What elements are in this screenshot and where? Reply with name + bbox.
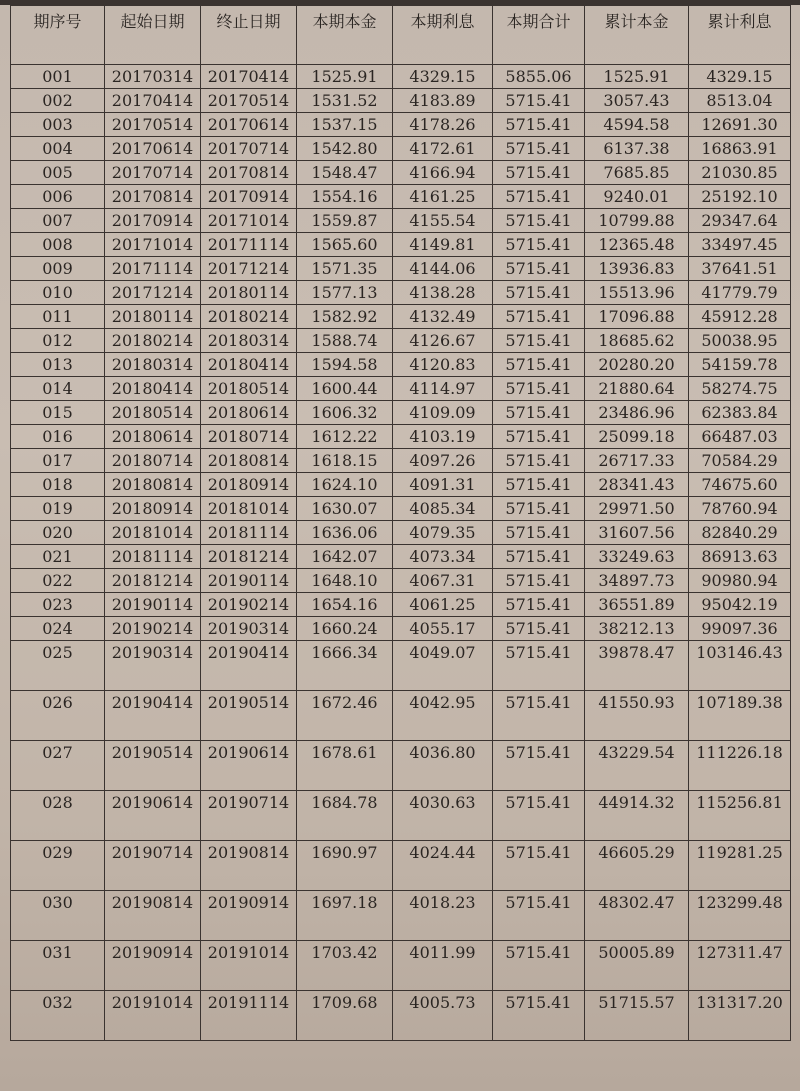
cell-cumulative-principal: 12365.48	[585, 233, 689, 257]
header-start-date: 起始日期	[105, 6, 201, 65]
cell-period-interest: 4126.67	[393, 329, 493, 353]
header-period-interest: 本期利息	[393, 6, 493, 65]
cell-period-interest: 4149.81	[393, 233, 493, 257]
cell-end-date: 20171114	[201, 233, 297, 257]
cell-cumulative-principal: 6137.38	[585, 137, 689, 161]
cell-start-date: 20180814	[105, 473, 201, 497]
cell-start-date: 20181014	[105, 521, 201, 545]
table-row	[11, 209, 791, 233]
cell-end-date: 20181214	[201, 545, 297, 569]
cell-end-date: 20170514	[201, 89, 297, 113]
table-row	[11, 401, 791, 425]
cell-end-date: 20180414	[201, 353, 297, 377]
cell-period-no: 023	[11, 593, 105, 617]
cell-end-date: 20190614	[201, 741, 297, 791]
table-row	[11, 89, 791, 113]
table-row	[11, 161, 791, 185]
cell-period-interest: 4091.31	[393, 473, 493, 497]
cell-period-no: 021	[11, 545, 105, 569]
cell-period-total: 5715.41	[493, 353, 585, 377]
cell-period-principal: 1600.44	[297, 377, 393, 401]
cell-period-principal: 1531.52	[297, 89, 393, 113]
cell-period-interest: 4114.97	[393, 377, 493, 401]
cell-period-total: 5715.41	[493, 791, 585, 841]
cell-period-total: 5715.41	[493, 841, 585, 891]
cell-period-interest: 4097.26	[393, 449, 493, 473]
cell-period-principal: 1537.15	[297, 113, 393, 137]
table-row	[11, 65, 791, 89]
cell-period-no: 026	[11, 691, 105, 741]
cell-period-principal: 1582.92	[297, 305, 393, 329]
table-row	[11, 185, 791, 209]
table-row	[11, 233, 791, 257]
cell-period-principal: 1654.16	[297, 593, 393, 617]
cell-period-interest: 4073.34	[393, 545, 493, 569]
cell-period-principal: 1624.10	[297, 473, 393, 497]
cell-period-interest: 4144.06	[393, 257, 493, 281]
cell-start-date: 20190714	[105, 841, 201, 891]
cell-period-total: 5715.41	[493, 593, 585, 617]
cell-start-date: 20170414	[105, 89, 201, 113]
cell-end-date: 20190414	[201, 641, 297, 691]
cell-period-total: 5715.41	[493, 641, 585, 691]
cell-start-date: 20181114	[105, 545, 201, 569]
cell-end-date: 20181114	[201, 521, 297, 545]
table-row	[11, 991, 791, 1041]
cell-period-principal: 1588.74	[297, 329, 393, 353]
cell-cumulative-principal: 43229.54	[585, 741, 689, 791]
cell-end-date: 20180914	[201, 473, 297, 497]
cell-period-no: 004	[11, 137, 105, 161]
cell-end-date: 20171214	[201, 257, 297, 281]
cell-period-principal: 1559.87	[297, 209, 393, 233]
cell-start-date: 20190914	[105, 941, 201, 991]
header-period-total: 本期合计	[493, 6, 585, 65]
cell-cumulative-interest: 16863.91	[689, 137, 791, 161]
cell-start-date: 20171014	[105, 233, 201, 257]
cell-period-total: 5715.41	[493, 401, 585, 425]
cell-cumulative-principal: 36551.89	[585, 593, 689, 617]
header-period-principal: 本期本金	[297, 6, 393, 65]
table-row	[11, 281, 791, 305]
cell-start-date: 20180714	[105, 449, 201, 473]
cell-period-total: 5715.41	[493, 449, 585, 473]
cell-period-interest: 4155.54	[393, 209, 493, 233]
cell-period-total: 5715.41	[493, 185, 585, 209]
cell-period-no: 003	[11, 113, 105, 137]
cell-cumulative-principal: 9240.01	[585, 185, 689, 209]
cell-period-total: 5715.41	[493, 991, 585, 1041]
cell-period-total: 5715.41	[493, 113, 585, 137]
cell-start-date: 20180614	[105, 425, 201, 449]
cell-period-principal: 1577.13	[297, 281, 393, 305]
cell-period-principal: 1636.06	[297, 521, 393, 545]
cell-period-principal: 1565.60	[297, 233, 393, 257]
cell-cumulative-principal: 15513.96	[585, 281, 689, 305]
table-row	[11, 257, 791, 281]
table-row	[11, 891, 791, 941]
cell-start-date: 20180314	[105, 353, 201, 377]
cell-period-interest: 4030.63	[393, 791, 493, 841]
table-row	[11, 569, 791, 593]
cell-start-date: 20180514	[105, 401, 201, 425]
cell-period-total: 5715.41	[493, 521, 585, 545]
cell-period-principal: 1660.24	[297, 617, 393, 641]
cell-cumulative-interest: 25192.10	[689, 185, 791, 209]
cell-cumulative-interest: 90980.94	[689, 569, 791, 593]
cell-period-no: 017	[11, 449, 105, 473]
cell-period-no: 032	[11, 991, 105, 1041]
cell-end-date: 20190314	[201, 617, 297, 641]
table-row	[11, 377, 791, 401]
cell-end-date: 20190114	[201, 569, 297, 593]
cell-period-interest: 4005.73	[393, 991, 493, 1041]
cell-period-principal: 1690.97	[297, 841, 393, 891]
cell-start-date: 20190614	[105, 791, 201, 841]
cell-start-date: 20190414	[105, 691, 201, 741]
cell-cumulative-principal: 46605.29	[585, 841, 689, 891]
table-row	[11, 329, 791, 353]
cell-cumulative-interest: 119281.25	[689, 841, 791, 891]
cell-cumulative-interest: 111226.18	[689, 741, 791, 791]
cell-end-date: 20180814	[201, 449, 297, 473]
cell-period-no: 030	[11, 891, 105, 941]
cell-start-date: 20190114	[105, 593, 201, 617]
cell-period-principal: 1672.46	[297, 691, 393, 741]
cell-cumulative-principal: 13936.83	[585, 257, 689, 281]
cell-end-date: 20180714	[201, 425, 297, 449]
cell-period-principal: 1666.34	[297, 641, 393, 691]
cell-end-date: 20190714	[201, 791, 297, 841]
cell-period-interest: 4055.17	[393, 617, 493, 641]
cell-end-date: 20170814	[201, 161, 297, 185]
table-row	[11, 741, 791, 791]
cell-period-no: 019	[11, 497, 105, 521]
cell-cumulative-interest: 82840.29	[689, 521, 791, 545]
cell-cumulative-principal: 33249.63	[585, 545, 689, 569]
cell-period-total: 5715.41	[493, 473, 585, 497]
cell-period-principal: 1554.16	[297, 185, 393, 209]
cell-period-principal: 1703.42	[297, 941, 393, 991]
cell-period-interest: 4103.19	[393, 425, 493, 449]
cell-cumulative-principal: 10799.88	[585, 209, 689, 233]
cell-cumulative-principal: 50005.89	[585, 941, 689, 991]
cell-period-interest: 4018.23	[393, 891, 493, 941]
cell-cumulative-principal: 34897.73	[585, 569, 689, 593]
cell-period-interest: 4024.44	[393, 841, 493, 891]
cell-period-principal: 1709.68	[297, 991, 393, 1041]
cell-period-no: 018	[11, 473, 105, 497]
cell-period-no: 031	[11, 941, 105, 991]
cell-start-date: 20170814	[105, 185, 201, 209]
table-row	[11, 353, 791, 377]
cell-cumulative-interest: 123299.48	[689, 891, 791, 941]
cell-cumulative-principal: 48302.47	[585, 891, 689, 941]
cell-period-no: 029	[11, 841, 105, 891]
cell-period-principal: 1548.47	[297, 161, 393, 185]
cell-period-interest: 4042.95	[393, 691, 493, 741]
cell-end-date: 20170714	[201, 137, 297, 161]
table-row	[11, 791, 791, 841]
cell-cumulative-interest: 54159.78	[689, 353, 791, 377]
cell-cumulative-principal: 25099.18	[585, 425, 689, 449]
cell-period-no: 027	[11, 741, 105, 791]
cell-period-principal: 1642.07	[297, 545, 393, 569]
table-row	[11, 113, 791, 137]
cell-period-interest: 4178.26	[393, 113, 493, 137]
cell-period-no: 016	[11, 425, 105, 449]
cell-cumulative-principal: 17096.88	[585, 305, 689, 329]
cell-end-date: 20170614	[201, 113, 297, 137]
cell-cumulative-interest: 8513.04	[689, 89, 791, 113]
cell-period-principal: 1678.61	[297, 741, 393, 791]
table-body	[11, 65, 791, 1041]
cell-cumulative-principal: 21880.64	[585, 377, 689, 401]
cell-period-total: 5715.41	[493, 233, 585, 257]
cell-period-total: 5715.41	[493, 741, 585, 791]
header-row	[11, 6, 791, 65]
cell-period-principal: 1612.22	[297, 425, 393, 449]
cell-cumulative-principal: 7685.85	[585, 161, 689, 185]
cell-start-date: 20180214	[105, 329, 201, 353]
cell-start-date: 20171114	[105, 257, 201, 281]
cell-period-interest: 4085.34	[393, 497, 493, 521]
cell-period-principal: 1542.80	[297, 137, 393, 161]
cell-cumulative-interest: 62383.84	[689, 401, 791, 425]
cell-period-principal: 1697.18	[297, 891, 393, 941]
cell-cumulative-interest: 50038.95	[689, 329, 791, 353]
cell-cumulative-interest: 12691.30	[689, 113, 791, 137]
cell-period-interest: 4061.25	[393, 593, 493, 617]
cell-end-date: 20190514	[201, 691, 297, 741]
cell-cumulative-principal: 1525.91	[585, 65, 689, 89]
cell-cumulative-interest: 4329.15	[689, 65, 791, 89]
cell-period-principal: 1618.15	[297, 449, 393, 473]
cell-period-no: 001	[11, 65, 105, 89]
header-cumulative-interest: 累计利息	[689, 6, 791, 65]
cell-period-interest: 4183.89	[393, 89, 493, 113]
cell-cumulative-principal: 38212.13	[585, 617, 689, 641]
cell-period-interest: 4161.25	[393, 185, 493, 209]
cell-period-no: 015	[11, 401, 105, 425]
cell-start-date: 20170614	[105, 137, 201, 161]
cell-period-no: 013	[11, 353, 105, 377]
cell-cumulative-principal: 4594.58	[585, 113, 689, 137]
cell-period-total: 5715.41	[493, 281, 585, 305]
header-cumulative-principal: 累计本金	[585, 6, 689, 65]
cell-start-date: 20170514	[105, 113, 201, 137]
cell-end-date: 20170414	[201, 65, 297, 89]
cell-period-principal: 1594.58	[297, 353, 393, 377]
cell-period-no: 028	[11, 791, 105, 841]
cell-period-no: 008	[11, 233, 105, 257]
header-end-date: 终止日期	[201, 6, 297, 65]
table-row	[11, 593, 791, 617]
cell-cumulative-interest: 33497.45	[689, 233, 791, 257]
cell-end-date: 20180214	[201, 305, 297, 329]
cell-period-no: 009	[11, 257, 105, 281]
cell-period-principal: 1648.10	[297, 569, 393, 593]
cell-cumulative-principal: 41550.93	[585, 691, 689, 741]
cell-period-no: 012	[11, 329, 105, 353]
cell-end-date: 20180514	[201, 377, 297, 401]
cell-end-date: 20191014	[201, 941, 297, 991]
cell-period-total: 5715.41	[493, 329, 585, 353]
cell-period-no: 014	[11, 377, 105, 401]
cell-period-no: 002	[11, 89, 105, 113]
cell-end-date: 20180114	[201, 281, 297, 305]
cell-period-total: 5715.41	[493, 425, 585, 449]
cell-end-date: 20180314	[201, 329, 297, 353]
cell-cumulative-interest: 45912.28	[689, 305, 791, 329]
repayment-schedule-table	[10, 5, 791, 1041]
table-row	[11, 841, 791, 891]
cell-period-total: 5855.06	[493, 65, 585, 89]
cell-start-date: 20191014	[105, 991, 201, 1041]
table-row	[11, 425, 791, 449]
cell-period-total: 5715.41	[493, 137, 585, 161]
cell-period-no: 025	[11, 641, 105, 691]
table-row	[11, 521, 791, 545]
cell-period-interest: 4049.07	[393, 641, 493, 691]
table-row	[11, 545, 791, 569]
cell-end-date: 20191114	[201, 991, 297, 1041]
cell-period-interest: 4120.83	[393, 353, 493, 377]
cell-period-principal: 1684.78	[297, 791, 393, 841]
cell-cumulative-interest: 58274.75	[689, 377, 791, 401]
cell-cumulative-interest: 21030.85	[689, 161, 791, 185]
cell-period-total: 5715.41	[493, 891, 585, 941]
cell-end-date: 20170914	[201, 185, 297, 209]
cell-start-date: 20180114	[105, 305, 201, 329]
cell-period-interest: 4067.31	[393, 569, 493, 593]
table-row	[11, 941, 791, 991]
cell-period-total: 5715.41	[493, 569, 585, 593]
cell-cumulative-interest: 37641.51	[689, 257, 791, 281]
cell-period-interest: 4109.09	[393, 401, 493, 425]
cell-period-interest: 4079.35	[393, 521, 493, 545]
cell-start-date: 20181214	[105, 569, 201, 593]
cell-period-no: 005	[11, 161, 105, 185]
cell-cumulative-principal: 44914.32	[585, 791, 689, 841]
cell-cumulative-principal: 31607.56	[585, 521, 689, 545]
table-row	[11, 617, 791, 641]
cell-cumulative-interest: 70584.29	[689, 449, 791, 473]
cell-period-principal: 1630.07	[297, 497, 393, 521]
cell-period-interest: 4011.99	[393, 941, 493, 991]
cell-cumulative-interest: 127311.47	[689, 941, 791, 991]
cell-period-no: 007	[11, 209, 105, 233]
cell-period-total: 5715.41	[493, 89, 585, 113]
cell-cumulative-interest: 66487.03	[689, 425, 791, 449]
cell-end-date: 20181014	[201, 497, 297, 521]
cell-period-total: 5715.41	[493, 257, 585, 281]
cell-period-principal: 1571.35	[297, 257, 393, 281]
cell-period-no: 010	[11, 281, 105, 305]
cell-start-date: 20170714	[105, 161, 201, 185]
cell-period-total: 5715.41	[493, 305, 585, 329]
cell-cumulative-principal: 3057.43	[585, 89, 689, 113]
cell-start-date: 20190214	[105, 617, 201, 641]
cell-period-no: 011	[11, 305, 105, 329]
cell-cumulative-interest: 99097.36	[689, 617, 791, 641]
cell-period-total: 5715.41	[493, 377, 585, 401]
cell-start-date: 20170314	[105, 65, 201, 89]
cell-cumulative-interest: 86913.63	[689, 545, 791, 569]
cell-cumulative-principal: 20280.20	[585, 353, 689, 377]
cell-end-date: 20190814	[201, 841, 297, 891]
cell-cumulative-interest: 115256.81	[689, 791, 791, 841]
cell-period-interest: 4138.28	[393, 281, 493, 305]
cell-cumulative-interest: 78760.94	[689, 497, 791, 521]
cell-cumulative-principal: 51715.57	[585, 991, 689, 1041]
cell-start-date: 20190814	[105, 891, 201, 941]
cell-start-date: 20180914	[105, 497, 201, 521]
cell-end-date: 20180614	[201, 401, 297, 425]
cell-cumulative-interest: 107189.38	[689, 691, 791, 741]
cell-end-date: 20171014	[201, 209, 297, 233]
cell-start-date: 20190314	[105, 641, 201, 691]
cell-cumulative-interest: 103146.43	[689, 641, 791, 691]
table-row	[11, 305, 791, 329]
cell-cumulative-principal: 23486.96	[585, 401, 689, 425]
cell-cumulative-principal: 26717.33	[585, 449, 689, 473]
cell-cumulative-principal: 29971.50	[585, 497, 689, 521]
cell-period-principal: 1606.32	[297, 401, 393, 425]
cell-cumulative-interest: 131317.20	[689, 991, 791, 1041]
cell-period-no: 020	[11, 521, 105, 545]
cell-cumulative-principal: 39878.47	[585, 641, 689, 691]
cell-cumulative-interest: 74675.60	[689, 473, 791, 497]
cell-period-total: 5715.41	[493, 497, 585, 521]
cell-start-date: 20171214	[105, 281, 201, 305]
cell-start-date: 20190514	[105, 741, 201, 791]
table-row	[11, 449, 791, 473]
cell-period-interest: 4036.80	[393, 741, 493, 791]
cell-cumulative-principal: 18685.62	[585, 329, 689, 353]
cell-period-interest: 4166.94	[393, 161, 493, 185]
cell-period-total: 5715.41	[493, 941, 585, 991]
table-row	[11, 497, 791, 521]
cell-period-principal: 1525.91	[297, 65, 393, 89]
cell-cumulative-interest: 95042.19	[689, 593, 791, 617]
cell-period-total: 5715.41	[493, 691, 585, 741]
cell-start-date: 20180414	[105, 377, 201, 401]
table-row	[11, 691, 791, 741]
cell-period-total: 5715.41	[493, 617, 585, 641]
cell-cumulative-interest: 29347.64	[689, 209, 791, 233]
cell-end-date: 20190914	[201, 891, 297, 941]
cell-period-interest: 4329.15	[393, 65, 493, 89]
cell-period-no: 006	[11, 185, 105, 209]
cell-period-interest: 4132.49	[393, 305, 493, 329]
cell-period-no: 022	[11, 569, 105, 593]
cell-period-total: 5715.41	[493, 545, 585, 569]
cell-period-interest: 4172.61	[393, 137, 493, 161]
cell-period-total: 5715.41	[493, 209, 585, 233]
header-period-no: 期序号	[11, 6, 105, 65]
cell-cumulative-interest: 41779.79	[689, 281, 791, 305]
table-row	[11, 137, 791, 161]
cell-cumulative-principal: 28341.43	[585, 473, 689, 497]
table-row	[11, 641, 791, 691]
cell-start-date: 20170914	[105, 209, 201, 233]
cell-end-date: 20190214	[201, 593, 297, 617]
cell-period-total: 5715.41	[493, 161, 585, 185]
table-row	[11, 473, 791, 497]
cell-period-no: 024	[11, 617, 105, 641]
